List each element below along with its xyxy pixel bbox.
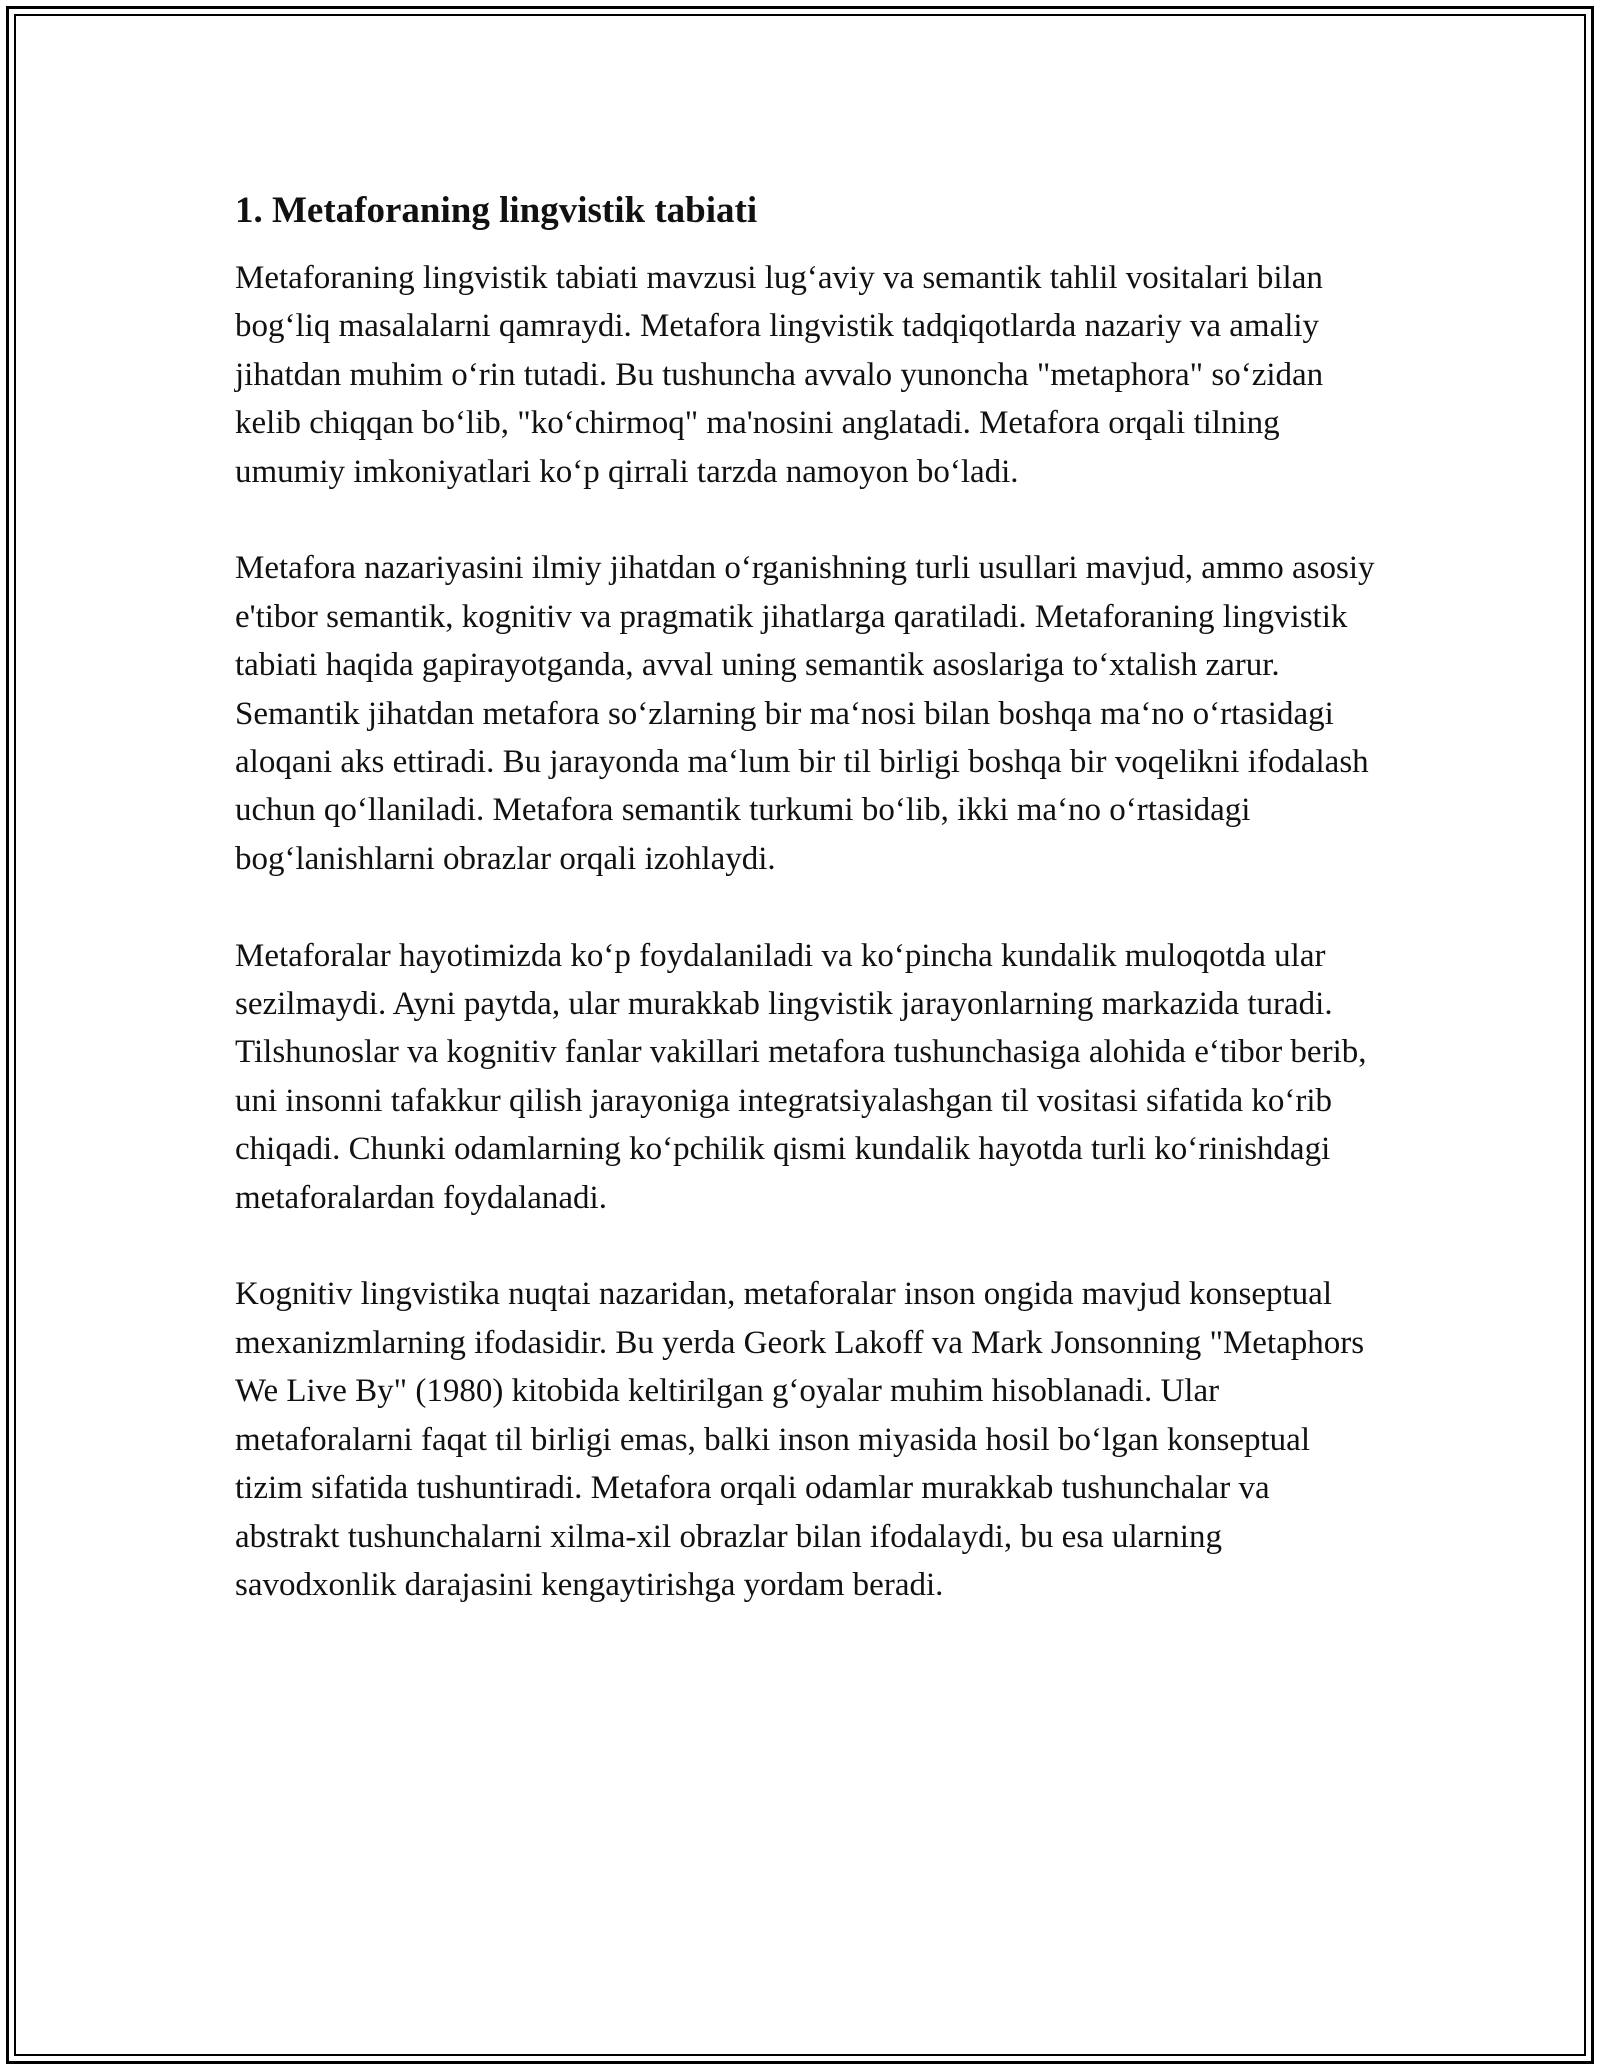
document-body — [235, 185, 1375, 1658]
paragraph-2: Metafora nazariyasini ilmiy jihatdan o‘rganishning turli usullari mavjud, ammo asosiy e'tibor semantik, kognitiv va pragmatik jihatlarga qaratiladi. Metaforaning lingvistik tabiati haqida gapirayotganda, avval uning semantik asoslariga to‘xtalish zarur. Semantik jihatdan metafora so‘zlarning bir ma‘nosi bilan boshqa ma‘no o‘rtasidagi aloqani aks ettiradi. Bu jarayonda ma‘lum bir til birligi boshqa bir voqelikni ifodalash uchun qo‘llaniladi. Metafora semantik turkumi bo‘lib, ikki ma‘no o‘rtasidagi bog‘lanishlarni obrazlar orqali izohlaydi. — [235, 550, 1375, 877]
section-heading: 1. Metaforaning lingvistik tabiati — [235, 190, 758, 231]
paragraph-3: Metaforalar hayotimizda ko‘p foydalaniladi va ko‘pincha kundalik muloqotda ular sezilmaydi. Ayni paytda, ular murakkab lingvistik jarayonlarning markazida turadi. Tilshunoslar va kognitiv fanlar vakillari metafora tushunchasiga alohida e‘tibor berib, uni insonni tafakkur qilish jarayoniga integratsiyalashgan til vositasi sifatida ko‘rib chiqadi. Chunki odamlarning ko‘pchilik qismi kundalik hayotda turli ko‘rinishdagi metaforalardan foydalanadi. — [235, 937, 1367, 1216]
paragraph-4: Kognitiv lingvistika nuqtai nazaridan, metaforalar inson ongida mavjud konseptual mexanizmlarning ifodasidir. Bu yerda Geork Lakoff va Mark Jonsonning "Metaphors We Live By" (1980) kitobida keltirilgan g‘oyalar muhim hisoblanadi. Ular metaforalarni faqat til birligi emas, balki inson miyasida hosil bo‘lgan konseptual tizim sifatida tushuntiradi. Metafora orqali odamlar murakkab tushunchalar va abstrakt tushunchalarni xilma-xil obrazlar bilan ifodalaydi, bu esa ularning savodxonlik darajasini kengaytirishga yordam beradi. — [235, 1276, 1365, 1603]
paragraph-1: Metaforaning lingvistik tabiati mavzusi lug‘aviy va semantik tahlil vositalari bilan bog‘liq masalalarni qamraydi. Metafora lingvistik tadqiqotlarda nazariy va amaliy jihatdan muhim o‘rin tutadi. Bu tushuncha avvalo yunoncha "metaphora" so‘zidan kelib chiqqan bo‘lib, "ko‘chirmoq" ma'nosini anglatadi. Metafora orqali tilning umumiy imkoniyatlari ko‘p qirrali tarzda namoyon bo‘ladi. — [235, 260, 1324, 490]
